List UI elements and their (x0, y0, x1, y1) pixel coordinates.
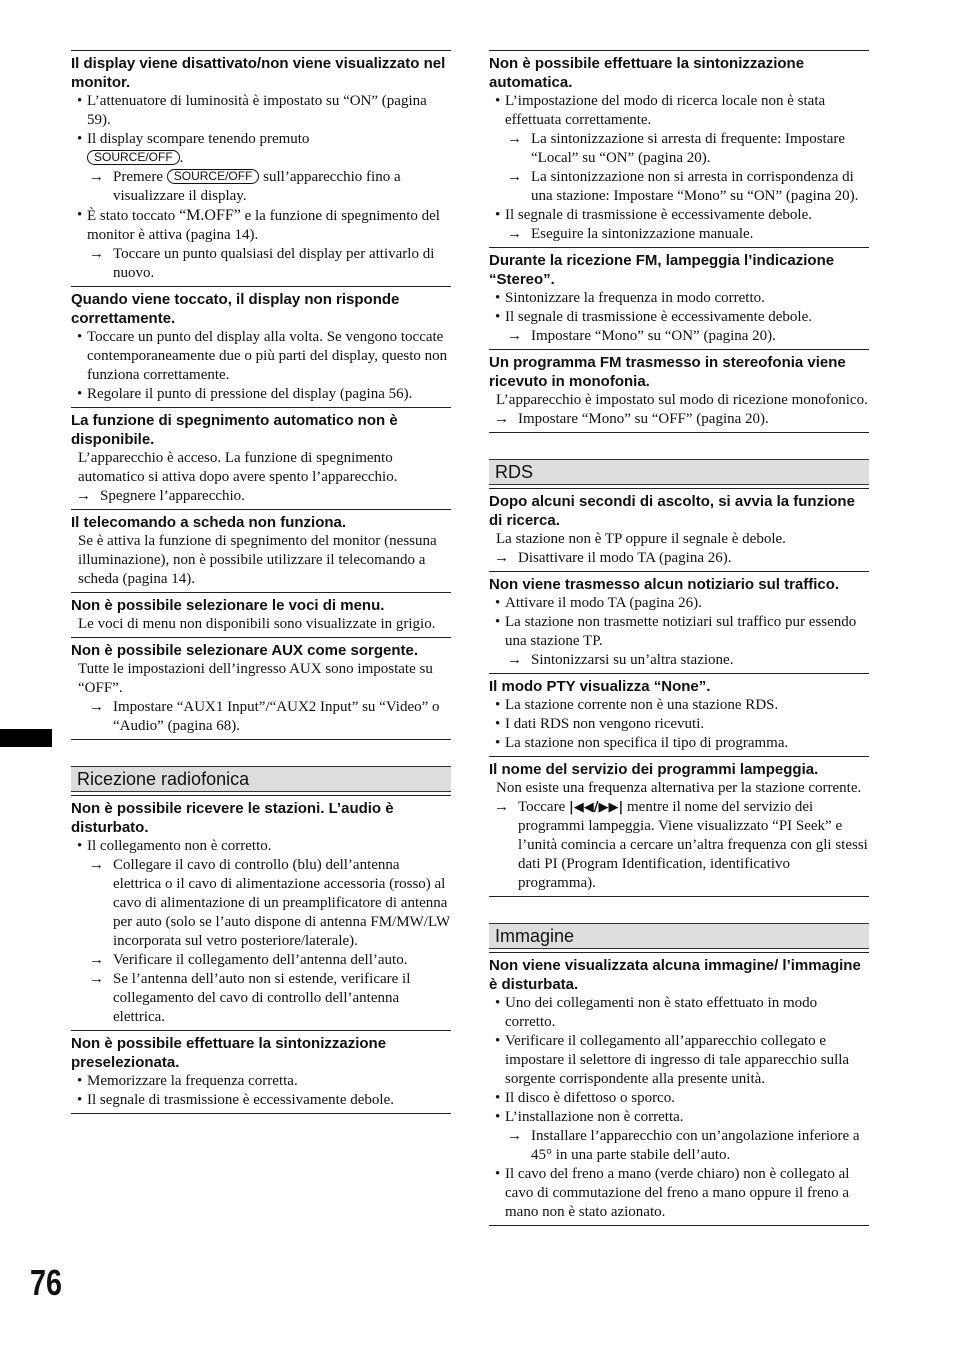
remedy-item: → Premere SOURCE/OFF sull’apparecchio fino a visualizzare il display. (71, 168, 451, 206)
cause-text: Se è attiva la funzione di spegnimento del monitor (nessuna illuminazione), non è possibile utilizzare il telecomando a scheda (pagina 14). (78, 533, 437, 587)
cause-item: • La stazione corrente non è una stazione RDS. (489, 696, 869, 715)
remedy-item: → La sintonizzazione non si arresta in corrispondenza di una stazione: Impostare “Mono” su “ON” (pagina 20). (489, 168, 869, 206)
cause-item: • Regolare il punto di pressione del display (pagina 56). (71, 385, 451, 404)
moff-label: “M.OFF” (179, 207, 241, 224)
problem-heading: Non è possibile effettuare la sintonizzazione automatica. (489, 55, 805, 91)
page-number: 76 (30, 1262, 63, 1303)
trouble-entry-auto-off (71, 407, 451, 509)
problem-heading: Non è possibile selezionare AUX come sorgente. (71, 642, 419, 659)
section-heading-rds: RDS (489, 459, 869, 485)
right-column (489, 50, 869, 1226)
remedy-item: → Toccare |◀◀/▶▶| mentre il nome del servizio dei programmi lampeggia. Viene visualizzato “PI Seek” e l’unità comincia a cercare un’altra frequenza con gli stessi dati PI (Program Identification, identificativo programma). (489, 798, 869, 893)
cause-item: • Toccare un punto del display alla volta. Se vengono toccate contemporaneamente due o più parti del display, questo non funziona correttamente. (71, 328, 451, 385)
cause-item: • È stato toccato “M.OFF” e la funzione di spegnimento del monitor è attiva (pagina 14). (71, 206, 451, 245)
trouble-entry-seek (489, 488, 869, 571)
problem-heading: Il display viene disattivato/non viene visualizzato nel monitor. (71, 55, 446, 91)
cause-text: Tutte le impostazioni dell’ingresso AUX sono impostate su “OFF”. (78, 661, 433, 696)
trouble-entry-ps-blink (489, 756, 869, 897)
remedy-item: → Collegare il cavo di controllo (blu) dell’antenna elettrica o il cavo di alimentazione accessoria (rosso) al cavo di alimentazione di un preamplificatore di antenna per auto (solo se l’auto dispone di antenna FM/MW/LW incorporata sul vetro posteriore/laterale). (71, 856, 451, 951)
prev-track-icon: |◀◀ (569, 800, 594, 815)
problem-heading: Dopo alcuni secondi di ascolto, si avvia la funzione di ricerca. (489, 493, 855, 529)
cause-item: • Il segnale di trasmissione è eccessivamente debole. (489, 206, 869, 225)
remedy-item: → Eseguire la sintonizzazione manuale. (489, 225, 869, 244)
section-heading-image: Immagine (489, 923, 869, 949)
trouble-entry-display-off (71, 50, 451, 286)
remedy-item: → Verificare il collegamento dell’antenna dell’auto. (71, 951, 451, 970)
problem-heading: Il nome del servizio dei programmi lampeggia. (489, 761, 819, 778)
cause-item: • Il display scompare tenendo premuto SOURCE/OFF . (71, 130, 451, 168)
cause-text: La stazione non è TP oppure il segnale è debole. (496, 531, 786, 547)
problem-heading: Non è possibile ricevere le stazioni. L’audio è disturbato. (71, 800, 394, 836)
remedy-item: → Toccare un punto qualsiasi del display per attivarlo di nuovo. (71, 245, 451, 283)
trouble-entry-remote (71, 509, 451, 592)
remedy-item: → Spegnere l’apparecchio. (71, 487, 451, 506)
remedy-item: → Se l’antenna dell’auto non si estende, verificare il collegamento del cavo di controllo dell’antenna elettrica. (71, 970, 451, 1027)
cause-item: • La stazione non trasmette notiziari sul traffico pur essendo una stazione TP. (489, 613, 869, 651)
cause-item: • I dati RDS non vengono ricevuti. (489, 715, 869, 734)
cause-item: • Il segnale di trasmissione è eccessivamente debole. (489, 308, 869, 327)
cause-item: • La stazione non specifica il tipo di programma. (489, 734, 869, 753)
cause-item: • Il disco è difettoso o sporco. (489, 1089, 869, 1108)
problem-heading: Un programma FM trasmesso in stereofonia viene ricevuto in monofonia. (489, 354, 846, 390)
remedy-item: → Sintonizzarsi su un’altra stazione. (489, 651, 869, 670)
problem-heading: Non è possibile selezionare le voci di menu. (71, 597, 385, 614)
problem-heading: Non è possibile effettuare la sintonizzazione preselezionata. (71, 1035, 387, 1071)
trouble-entry-auto-tuning (489, 50, 869, 247)
cause-text: L’apparecchio è acceso. La funzione di spegnimento automatico si attiva dopo avere spento l’apparecchio. (78, 450, 398, 485)
source-off-key-icon: SOURCE/OFF (87, 150, 180, 165)
trouble-entry-pty (489, 673, 869, 756)
section-heading-radio: Ricezione radiofonica (71, 766, 451, 792)
cause-item: • L’installazione non è corretta. (489, 1108, 869, 1127)
trouble-entry-traffic (489, 571, 869, 673)
remedy-item: → Impostare “Mono” su “ON” (pagina 20). (489, 327, 869, 346)
cause-item: • Il cavo del freno a mano (verde chiaro) non è collegato al cavo di commutazione del freno a mano oppure il freno a mano non è stato azionato. (489, 1165, 869, 1222)
trouble-entry-touch (71, 286, 451, 407)
problem-heading: Non viene visualizzata alcuna immagine/ l’immagine è disturbata. (489, 957, 861, 993)
remedy-item: → Disattivare il modo TA (pagina 26). (489, 549, 869, 568)
next-track-icon: ▶▶| (598, 800, 624, 815)
cause-item: • Verificare il collegamento all’apparecchio collegato e impostare il selettore di ingresso di tale apparecchio sulla sorgente corrispondente alla presente unità. (489, 1032, 869, 1089)
trouble-entry-menu (71, 592, 451, 637)
cause-item: • Il collegamento non è corretto. (71, 837, 451, 856)
trouble-entry-aux (71, 637, 451, 740)
problem-heading: La funzione di spegnimento automatico non è disponibile. (71, 412, 398, 448)
problem-heading: Il modo PTY visualizza “None”. (489, 678, 711, 695)
remedy-item: → Installare l’apparecchio con un’angolazione inferiore a 45° in una parte stabile dell’auto. (489, 1127, 869, 1165)
problem-heading: Quando viene toccato, il display non risponde correttamente. (71, 291, 400, 327)
left-column (71, 50, 451, 1114)
problem-heading: Non viene trasmesso alcun notiziario sul traffico. (489, 576, 840, 593)
cause-item: • L’impostazione del modo di ricerca locale non è stata effettuata correttamente. (489, 92, 869, 130)
remedy-item: → Impostare “AUX1 Input”/“AUX2 Input” su “Video” o “Audio” (pagina 68). (71, 698, 451, 736)
cause-item: • Sintonizzare la frequenza in modo corretto. (489, 289, 869, 308)
cause-item: • Uno dei collegamenti non è stato effettuato in modo corretto. (489, 994, 869, 1032)
cause-text: Le voci di menu non disponibili sono visualizzate in grigio. (78, 616, 436, 632)
source-off-key-icon: SOURCE/OFF (167, 169, 260, 184)
trouble-entry-mono (489, 349, 869, 433)
cause-item: • L’attenuatore di luminosità è impostato su “ON” (pagina 59). (71, 92, 451, 130)
cause-item: • Memorizzare la frequenza corretta. (71, 1072, 451, 1091)
cause-item: • Il segnale di trasmissione è eccessivamente debole. (71, 1091, 451, 1110)
trouble-entry-no-image (489, 952, 869, 1226)
chapter-tab-marker (0, 729, 52, 747)
problem-heading: Il telecomando a scheda non funziona. (71, 514, 347, 531)
remedy-item: → La sintonizzazione si arresta di frequente: Impostare “Local” su “ON” (pagina 20). (489, 130, 869, 168)
trouble-entry-reception (71, 795, 451, 1030)
problem-heading: Durante la ricezione FM, lampeggia l’indicazione “Stereo”. (489, 252, 835, 288)
trouble-entry-preset (71, 1030, 451, 1114)
cause-item: • Attivare il modo TA (pagina 26). (489, 594, 869, 613)
remedy-item: → Impostare “Mono” su “OFF” (pagina 20). (489, 410, 869, 429)
trouble-entry-stereo-blink (489, 247, 869, 349)
cause-text: Non esiste una frequenza alternativa per la stazione corrente. (496, 780, 862, 796)
cause-text: L’apparecchio è impostato sul modo di ricezione monofonico. (496, 392, 868, 408)
